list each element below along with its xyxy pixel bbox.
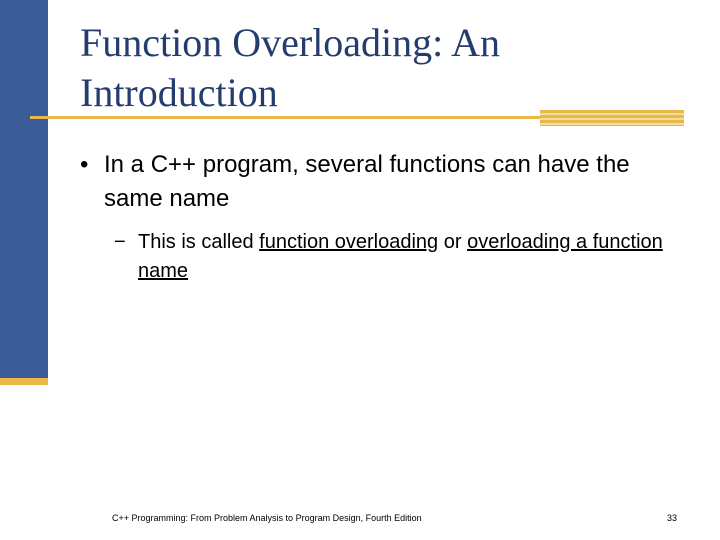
sub-bullet-item bbox=[114, 228, 674, 286]
bullet-item bbox=[80, 148, 690, 216]
title-rule-block bbox=[540, 110, 684, 126]
left-decorative-bar bbox=[0, 0, 48, 378]
left-bar-accent bbox=[0, 378, 48, 385]
sub-bullet-prefix: This is called bbox=[138, 231, 260, 253]
term-function-overloading: function overloading bbox=[259, 231, 439, 253]
sub-bullet-middle: or bbox=[438, 231, 468, 253]
slide-title: Function Overloading: An Introduction bbox=[80, 20, 500, 115]
sub-bullet-text bbox=[138, 228, 674, 286]
bullet-text: In a C++ program, several functions can have the same name bbox=[104, 151, 630, 212]
page-number: 33 bbox=[666, 513, 677, 523]
sub-bullet-marker: − bbox=[114, 231, 126, 253]
slide-footer: C++ Programming: From Problem Analysis to Program Design, Fourth Edition bbox=[112, 513, 422, 523]
bullet-marker: • bbox=[80, 151, 89, 178]
term-overloading-function-name: overloading a function name bbox=[138, 231, 663, 282]
